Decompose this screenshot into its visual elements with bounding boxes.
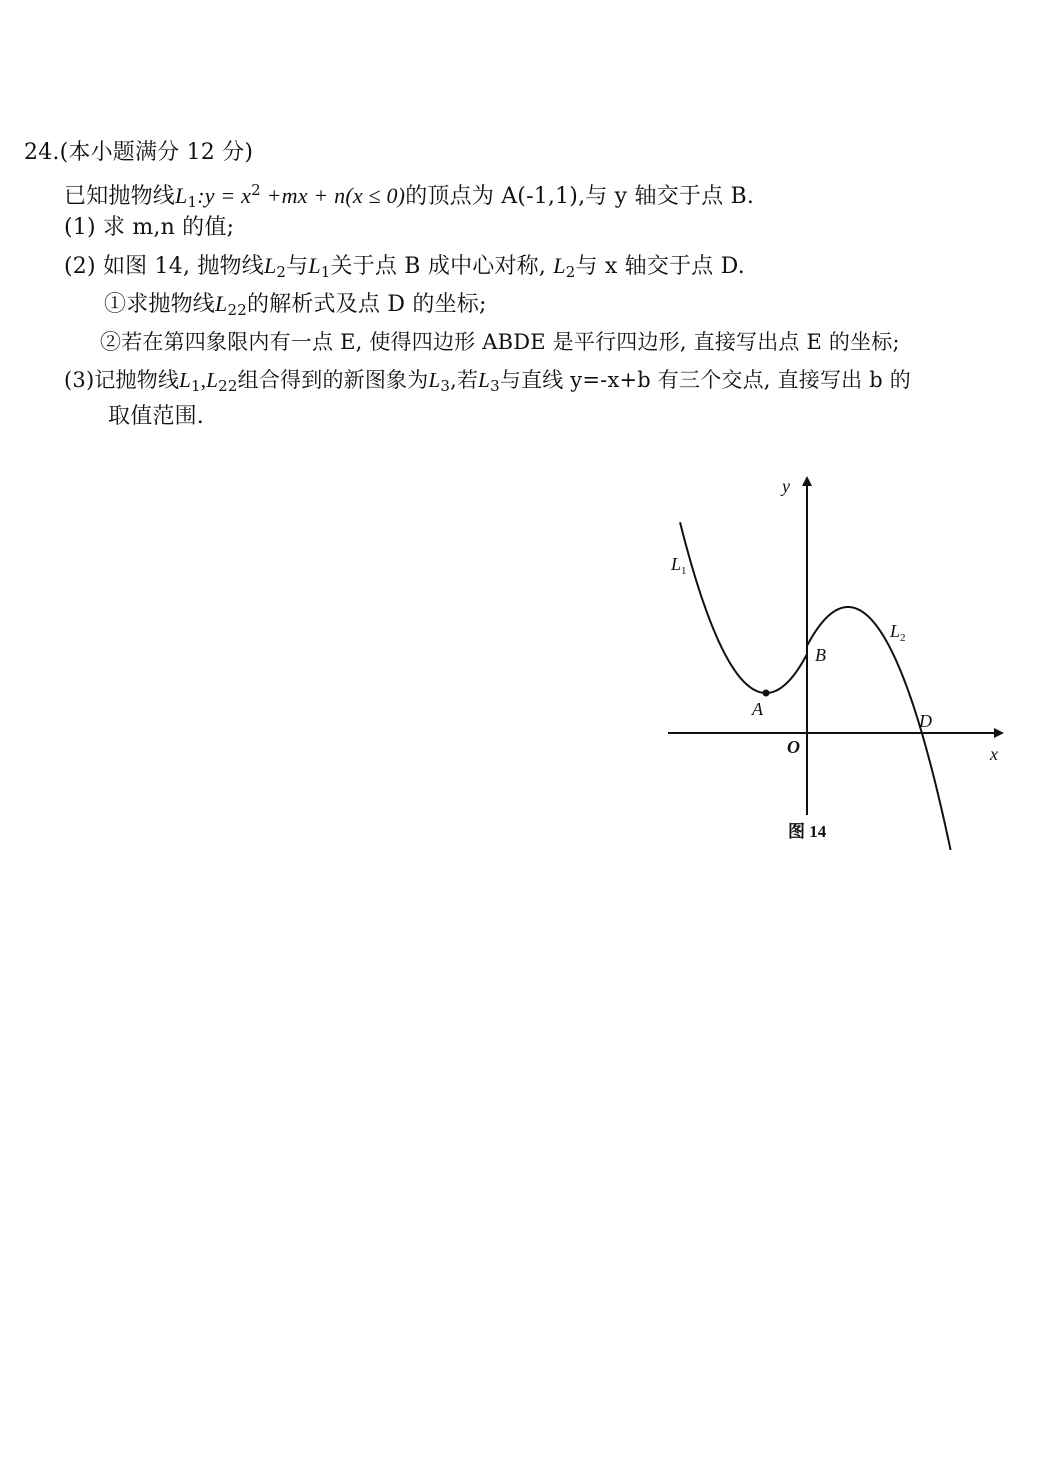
part2-suffix1: 关于点 B 成中心对称,	[330, 254, 547, 279]
part2-middle: 与	[286, 254, 309, 279]
intro-colon: :	[197, 183, 205, 208]
problem-text	[0, 0, 1060, 460]
figure-caption: 图 14	[788, 822, 827, 841]
part2-L1: L	[308, 253, 321, 278]
part-2-sub-2: ②若在第四象限内有一点 E, 使得四边形 ABDE 是平行四边形, 直接写出点 E 的坐标;	[100, 330, 900, 354]
curve-l1	[680, 522, 807, 693]
point-a-label: A	[752, 699, 763, 719]
part3-L22: L	[206, 368, 219, 392]
intro-square: 2	[251, 181, 261, 199]
part3-suffix: 与直线 y=-x+b 有三个交点, 直接写出 b 的	[499, 368, 911, 392]
sub1-prefix: ①求抛物线	[104, 292, 216, 317]
origin-label: O	[787, 737, 800, 757]
part2-L2-sub: 2	[276, 263, 287, 281]
intro-prefix: 已知抛物线	[64, 184, 176, 209]
part-1: (1) 求 m,n 的值;	[64, 215, 235, 240]
sub1-suffix: 的解析式及点 D 的坐标;	[246, 292, 487, 317]
intro-L-sub: 1	[187, 193, 198, 211]
part-3-continuation: 取值范围.	[108, 404, 204, 429]
point-d-label: D	[919, 711, 932, 731]
part2-prefix: (2) 如图 14, 抛物线	[64, 254, 264, 279]
x-axis-label: x	[990, 744, 998, 764]
figure-14	[660, 470, 1010, 850]
part3-L3-sub: 3	[440, 377, 451, 395]
part3-comma2: ,若	[450, 368, 479, 392]
function-graph	[660, 470, 1010, 850]
y-axis-label: y	[782, 476, 790, 496]
label-l2: $L_2$	[890, 621, 906, 644]
part2-L2: L	[263, 253, 277, 278]
part3-prefix: (3)记抛物线	[64, 368, 180, 392]
sub1-L-sub: 22	[227, 301, 247, 319]
intro-rest: +mx + n(x ≤ 0)	[260, 183, 406, 208]
point-b-label: B	[815, 645, 826, 665]
part3-L3b: L	[478, 368, 491, 392]
part3-middle: 组合得到的新图象为	[237, 368, 429, 392]
intro-L: L	[175, 183, 188, 208]
part3-L3b-sub: 3	[490, 377, 500, 395]
intro-suffix: 的顶点为 A(-1,1),与 y 轴交于点 B.	[405, 184, 755, 209]
part2-suffix2: 与 x 轴交于点 D.	[575, 254, 745, 279]
problem-intro	[64, 175, 754, 217]
part3-L3: L	[428, 368, 441, 392]
intro-y: y	[204, 183, 215, 208]
point-a-marker	[763, 690, 770, 697]
part3-comma: ,	[200, 368, 207, 392]
curve-l2	[807, 607, 958, 850]
part2-L2b: L	[553, 253, 566, 278]
problem-header: 24.(本小题满分 12 分)	[24, 140, 254, 165]
part3-L1-sub: 1	[191, 377, 201, 395]
intro-eq: =	[214, 183, 242, 208]
part2-L2b-sub: 2	[565, 263, 576, 281]
intro-x: x	[241, 183, 252, 208]
part2-L1-sub: 1	[320, 263, 331, 281]
part-2	[64, 251, 745, 287]
part-3	[64, 365, 911, 401]
sub1-L: L	[215, 291, 228, 316]
part3-L1: L	[179, 368, 192, 392]
part3-L22-sub: 22	[218, 377, 238, 395]
label-l1: $L_1$	[671, 554, 687, 577]
part-2-sub-1	[104, 289, 487, 325]
